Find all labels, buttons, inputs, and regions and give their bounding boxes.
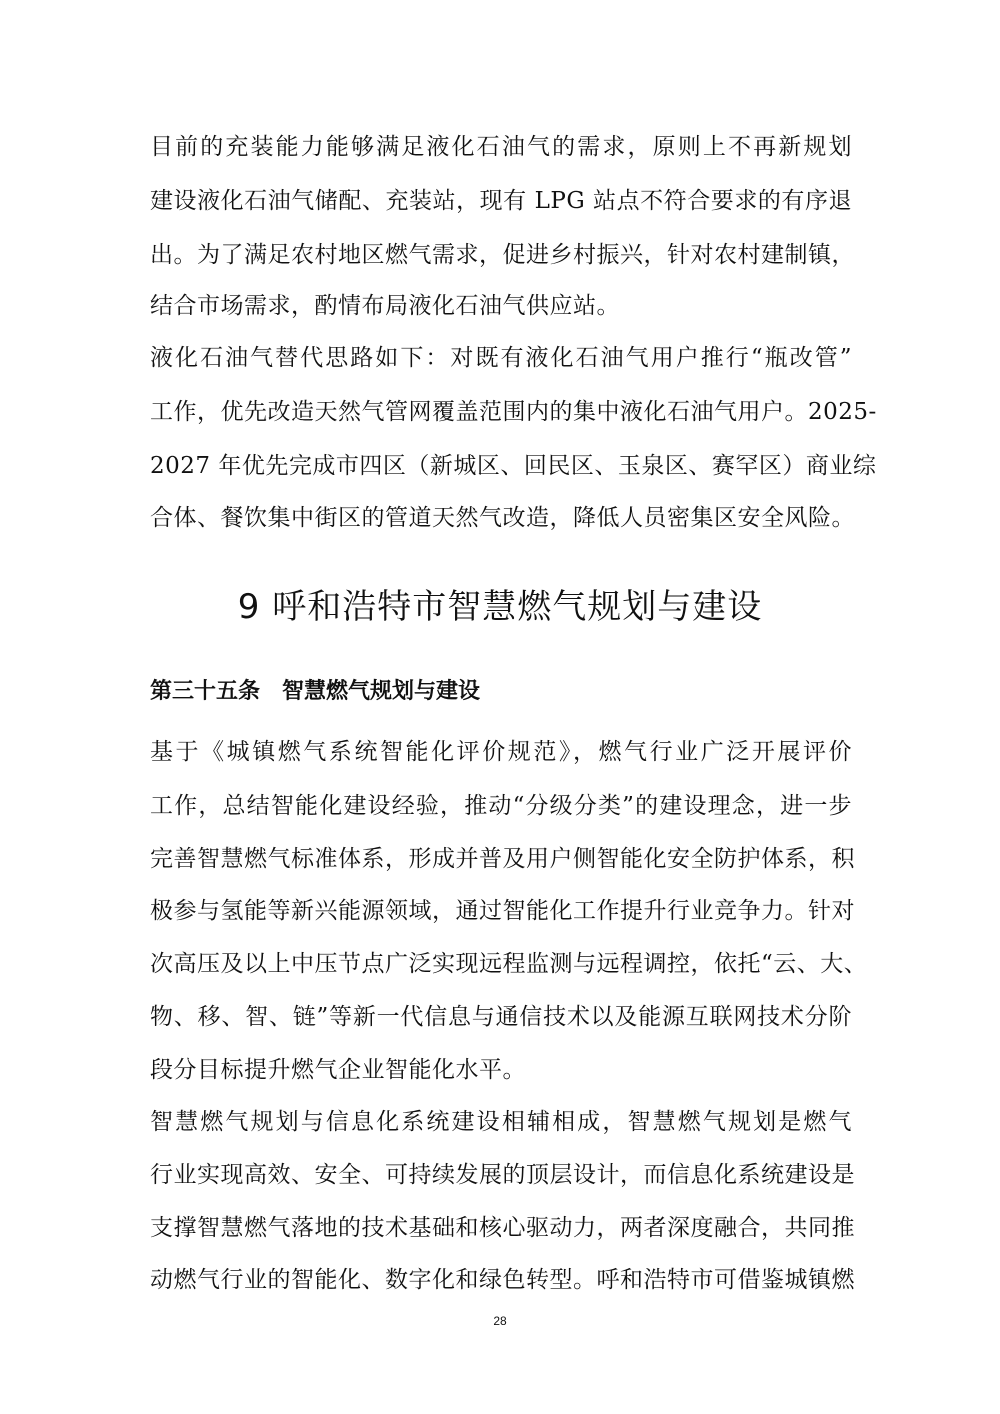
paragraph-line: 2027 年优先完成市四区（新城区、回民区、玉泉区、赛罕区）商业综 [150,453,877,479]
page-number: 28 [493,1314,507,1328]
paragraph-line: 动燃气行业的智能化、数字化和绿色转型。呼和浩特市可借鉴城镇燃 [150,1267,855,1293]
paragraph-line: 目前的充装能力能够满足液化石油气的需求，原则上不再新规划 [150,134,852,160]
paragraph-line: 基于《城镇燃气系统智能化评价规范》，燃气行业广泛开展评价 [150,739,852,765]
paragraph-line: 智慧燃气规划与信息化系统建设相辅相成，智慧燃气规划是燃气 [150,1109,852,1135]
paragraph-line: 行业实现高效、安全、可持续发展的顶层设计，而信息化系统建设是 [150,1162,855,1188]
paragraph-line: 结合市场需求，酌情布局液化石油气供应站。 [150,293,620,319]
paragraph-line: 次高压及以上中压节点广泛实现远程监测与远程调控，依托“云、大、 [150,951,868,977]
chapter-title: 9 呼和浩特市智慧燃气规划与建设 [237,587,763,627]
paragraph-line: 液化石油气替代思路如下：对既有液化石油气用户推行“瓶改管” [150,345,852,371]
paragraph-line: 合体、餐饮集中街区的管道天然气改造，降低人员密集区安全风险。 [150,505,855,531]
paragraph-line: 建设液化石油气储配、充装站，现有 LPG 站点不符合要求的有序退 [150,188,852,214]
paragraph-line: 工作，优先改造天然气管网覆盖范围内的集中液化石油气用户。2025- [150,399,877,425]
paragraph-line: 极参与氢能等新兴能源领域，通过智能化工作提升行业竞争力。针对 [150,898,855,924]
article-heading: 第三十五条 智慧燃气规划与建设 [150,679,481,704]
paragraph-line: 出。为了满足农村地区燃气需求，促进乡村振兴，针对农村建制镇， [150,242,855,268]
paragraph-line: 完善智慧燃气标准体系，形成并普及用户侧智能化安全防护体系，积 [150,846,855,872]
paragraph-line: 段分目标提升燃气企业智能化水平。 [150,1057,526,1083]
paragraph-line: 支撑智慧燃气落地的技术基础和核心驱动力，两者深度融合，共同推 [150,1215,855,1241]
paragraph-line: 工作，总结智能化建设经验，推动“分级分类”的建设理念，进一步 [150,793,852,819]
paragraph-line: 物、移、智、链”等新一代信息与通信技术以及能源互联网技术分阶 [150,1004,852,1030]
